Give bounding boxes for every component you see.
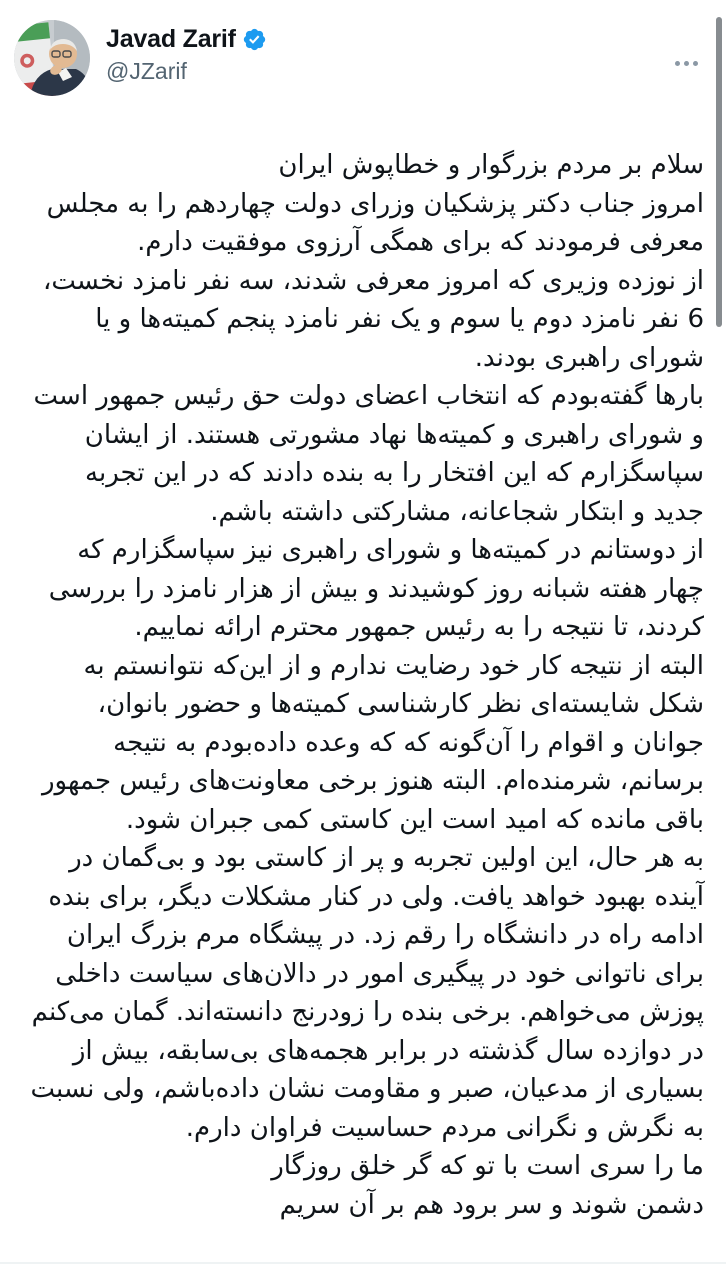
tweet-header	[14, 20, 712, 98]
tweet-paragraph: به هر حال، این اولین تجربه و پر از کاستی بود و بی‌گمان در آینده بهبود خواهد یافت. ولی در کنار مشکلات دیگر، برای بنده ادامه راه در دانشگاه را رقم زد. در پیشگاه مرم بزرگ ایران برای ناتوانی خود در پیگیری امور در دالان‌های سیاست داخلی پوزش می‌خواهم. برخی بنده را زودرنج دانسته‌اند. گمان می‌کنم در دوازده سال گذشته در برابر هجمه‌های بی‌سابقه، بیش از بسیاری از مدعیان، صبر و مقاومت نشان داده‌باشم، ولی نسبت به نگرش و نگرانی مردم حساسیت فراوان دارم.	[30, 843, 704, 1143]
more-options-icon	[684, 61, 689, 66]
tweet-paragraph: ما را سری است با تو که گر خلق روزگار	[271, 1151, 704, 1181]
tweet-paragraph: سلام بر مردم بزرگوار و خطاپوش ایران	[278, 150, 704, 180]
tweet-paragraph: از دوستانم در کمیته‌ها و شورای راهبری نیز سپاسگزارم که چهار هفته شبانه روز کوشیدند و بیش از هزار نامزد را بررسی کردند، تا نتیجه را به رئیس جمهور محترم ارائه نماییم.	[48, 535, 704, 642]
vertical-scrollbar[interactable]	[716, 17, 722, 327]
tweet-paragraph: دشمن شوند و سر برود هم بر آن سریم	[279, 1189, 704, 1220]
avatar[interactable]	[14, 20, 90, 96]
tweet-paragraph: از نوزده وزیری که امروز معرفی شدند، سه نفر نامزد نخست، 6 نفر نامزد دوم یا سوم و یک نفر نامزد پنجم کمیته‌ها و یا شورای راهبری بودند.	[42, 265, 704, 373]
bottom-divider	[0, 1262, 726, 1264]
more-options-icon	[693, 61, 698, 66]
tweet-text	[30, 146, 704, 1224]
bottom-spacer	[0, 1264, 726, 1280]
tweet-paragraph: البته از نتیجه کار خود رضایت ندارم و از این‌که نتوانستم به شکل شایسته‌ای نظر کارشناسی کمیته‌ها و حضور بانوان، جوانان و اقوام را آن‌گونه که که وعده داده‌بودم به نتیجه برسانم، شرمنده‌ام. البته هنوز برخی معاونت‌های رئیس جمهور باقی مانده که امید است این کاستی کمی جبران شود.	[41, 650, 704, 835]
more-options-button[interactable]	[658, 48, 698, 78]
more-options-icon	[675, 61, 680, 66]
tweet-paragraph: امروز جناب دکتر پزشکیان وزرای دولت چهاردهم را به مجلس معرفی فرمودند که برای همگی آرزوی موفقیت دارم.	[46, 188, 704, 257]
verified-badge-icon	[242, 27, 267, 52]
profile-photo	[14, 20, 90, 96]
tweet-paragraph: بارها گفته‌بودم که انتخاب اعضای دولت حق رئیس جمهور است و شورای راهبری و کمیته‌ها نهاد مشورتی هستند. از ایشان سپاسگزارم که این افتخار را به بنده دادند که در این تجربه جدید و ابتکار شجاعانه، مشارکتی داشته باشم.	[33, 381, 704, 527]
display-name[interactable]: Javad Zarif	[106, 25, 236, 53]
author-identity	[106, 24, 267, 85]
author-handle[interactable]: @JZarif	[106, 58, 187, 84]
